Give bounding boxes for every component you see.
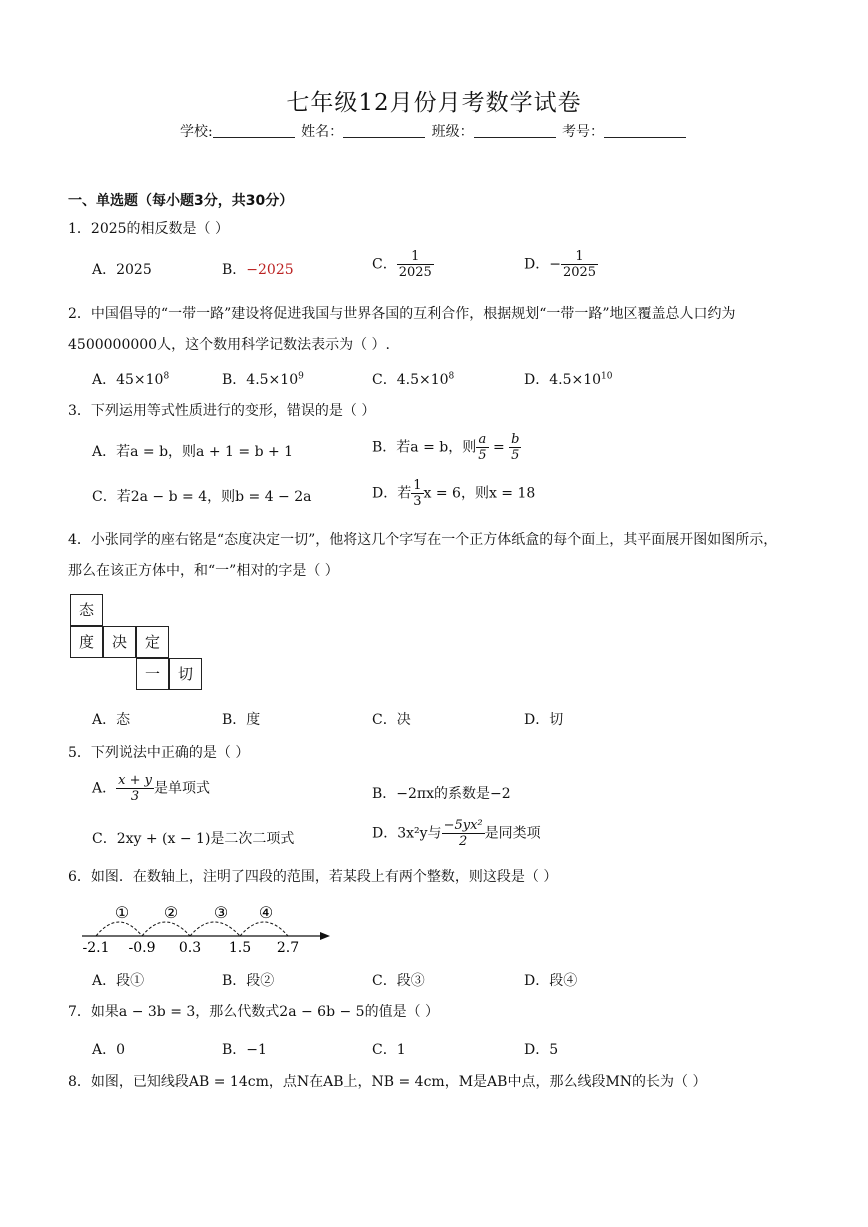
q4-stem: 4．小张同学的座右铭是“态度决定一切”，他将这几个字写在一个正方体纸盒的每个面上，其平面展开图如图所示，那么在该正方体中，和“一”相对的字是（ ） [68,532,778,579]
q1-option-d[interactable] [524,249,598,280]
q4-option-a[interactable]: A．态 [92,712,131,728]
q4-option-b[interactable]: B．度 [222,712,261,728]
q1-c-fraction: $\frac{1}{2025}$ [398,249,432,280]
q6-option-d[interactable]: D．段④ [524,973,578,989]
q2-option-a[interactable]: A．$45\times 10^8$ [92,371,170,388]
tick-label: 2.7 [276,940,300,956]
q7-option-a[interactable]: A．0 [92,1042,126,1058]
tick-label: 1.5 [228,940,252,956]
q7-option-c[interactable]: C．1 [372,1042,406,1058]
tick-label: -2.1 [82,940,110,956]
name-label: 姓名： [301,124,344,140]
net-cell: 态 [70,594,103,626]
q1-c-label: C． [372,256,397,273]
name-blank[interactable] [343,137,425,138]
class-blank[interactable] [474,137,556,138]
q5-option-b[interactable]: B．−2πx的系数是−2 [372,786,511,802]
q6-option-b[interactable]: B．段② [222,973,275,989]
q7-stem: 7．如果a − 3b = 3，那么代数式2a − 6b − 5的值是（ ） [68,1004,440,1020]
student-info-line [0,121,868,141]
q5-option-d[interactable]: D．3x²y与 $\frac{\text{−5yx²}}{2}$ 是同类项 [372,818,541,849]
segment-arc [240,922,288,936]
net-cell: 定 [136,626,169,658]
q3-option-d[interactable]: D．若 $\frac{1}{3}$ x = 6，则x = 18 [372,478,536,509]
school-blank[interactable] [213,137,295,138]
q6-option-a[interactable]: A．段① [92,973,145,989]
net-cell: 切 [169,658,202,690]
segment-label: ③ [213,903,229,922]
q3-stem: 3．下列运用等式性质进行的变形，错误的是（ ） [68,403,376,419]
exam-no-label: 考号： [562,124,605,140]
q1-option-c[interactable] [372,249,434,280]
q2-option-c[interactable]: C．$4.5\times 10^8$ [372,371,455,388]
q1-d-fraction: $\frac{1}{2025}$ [562,249,597,280]
net-cell: 一 [136,658,169,690]
q5-stem: 5．下列说法中正确的是（ ） [68,745,250,761]
school-label: 学校: [179,124,213,140]
section-heading: 一、单选题（每小题3分，共30分） [68,193,294,209]
segment-label: ② [163,903,179,922]
segment-arc [190,922,240,936]
tick-label: 0.3 [178,940,202,956]
q1-option-a[interactable]: A．2025 [92,262,152,278]
q3-option-a[interactable]: A．若a = b，则a + 1 = b + 1 [92,444,294,460]
exam-title: 七年级12月份月考数学试卷 [286,90,582,116]
q1-d-label: D．− [524,256,561,273]
q6-stem: 6．如图．在数轴上，注明了四段的范围，若某段上有两个整数，则这段是（ ） [68,869,558,885]
exam-no-blank[interactable] [604,137,686,138]
q2-option-b[interactable]: B．$4.5\times 10^9$ [222,371,304,388]
q7-option-d[interactable]: D．5 [524,1042,559,1058]
q5-option-c[interactable]: C．2xy + (x − 1)是二次二项式 [92,831,295,847]
q3-option-b[interactable]: B．若a = b，则 $\frac{a}{5}$ = $\frac{b}{5}$ [372,432,520,463]
q2-stem: 2．中国倡导的“一带一路”建设将促进我国与世界各国的互利合作，根据规划“一带一路”地区覆盖总人口约为4500000000人，这个数用科学记数法表示为（ ）. [68,306,736,353]
class-label: 班级： [431,124,474,140]
q1-stem: 1．2025的相反数是（ ） [68,221,229,237]
net-cell: 度 [70,626,103,658]
q5-option-a[interactable]: A． $\frac{x + y}{3}$ 是单项式 [92,773,210,804]
q8-stem: 8．如图，已知线段AB = 14cm，点N在AB上，NB = 4cm，M是AB中点，那么线段MN的长为（ ） [68,1074,707,1090]
tick-label: -0.9 [128,940,156,956]
net-cell: 决 [103,626,136,658]
q4-option-d[interactable]: D．切 [524,712,564,728]
q1-b-value: −2025 [246,262,294,278]
axis-arrow-icon [320,932,330,940]
q3-option-c[interactable]: C．若2a − b = 4，则b = 4 − 2a [92,489,312,505]
q2-option-d[interactable]: D．$4.5\times 10^{10}$ [524,371,613,388]
segment-label: ④ [258,903,274,922]
segment-arc [142,922,190,936]
q1-option-b[interactable] [222,259,294,279]
q6-option-c[interactable]: C．段③ [372,973,425,989]
q7-option-b[interactable]: B．−1 [222,1042,267,1058]
segment-label: ① [114,903,130,922]
q4-option-c[interactable]: C．决 [372,712,411,728]
q1-b-label: B． [222,262,247,278]
number-line-figure [82,898,342,958]
segment-arc [96,922,142,936]
